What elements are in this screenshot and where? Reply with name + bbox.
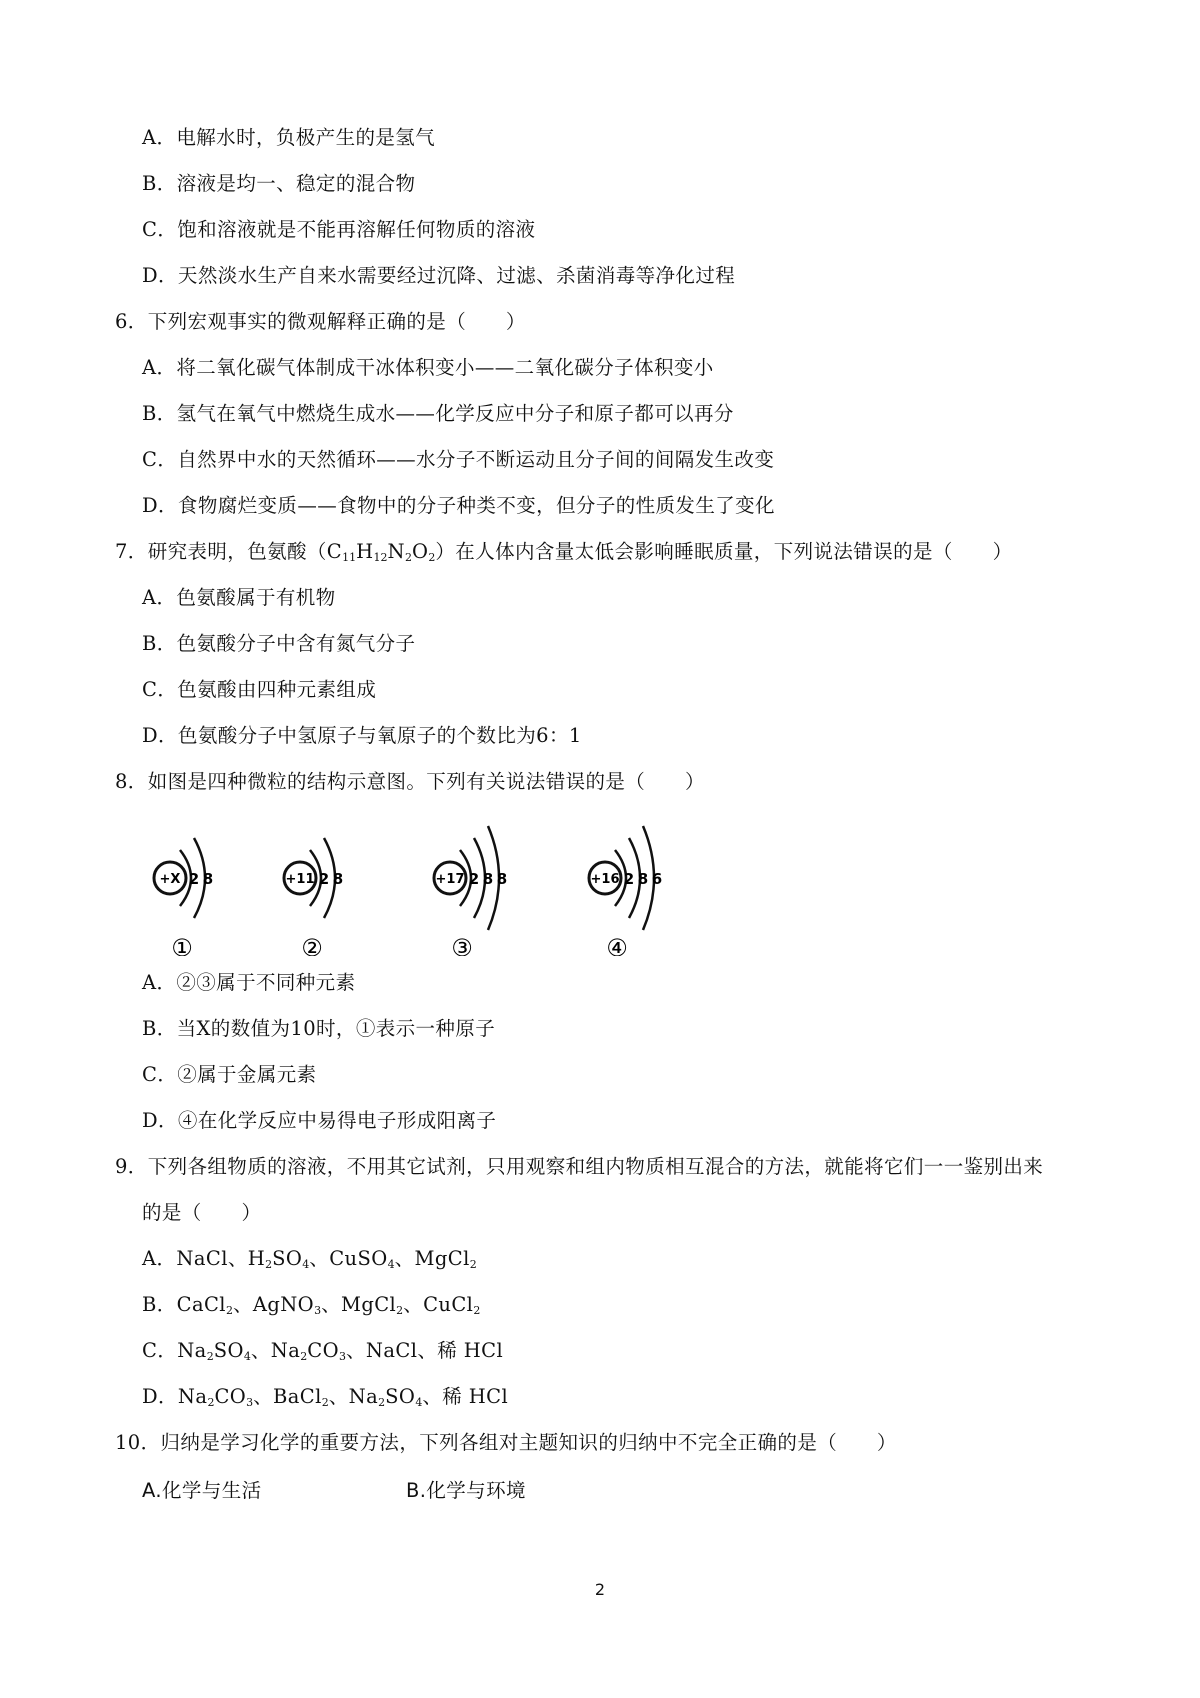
- q5-option-d: D．天然淡水生产自来水需要经过沉降、过滤、杀菌消毒等净化过程: [142, 264, 736, 287]
- q7-option-b: B．色氨酸分子中含有氮气分子: [142, 632, 416, 655]
- shell-electron-count: 8: [482, 870, 494, 888]
- q7-stem: 7．研究表明，色氨酸$(C_{11}H_{12}N_2O_2)$在人体内含量太低会影响睡眠质量，下列说法错误的是（ ）: [115, 540, 1013, 564]
- atom-structure-diagrams: [130, 806, 690, 956]
- q6-option-b: B．氢气在氧气中燃烧生成水——化学反应中分子和原子都可以再分: [142, 402, 734, 425]
- q8-stem: 8．如图是四种微粒的结构示意图。下列有关说法错误的是（ ）: [115, 770, 705, 793]
- q5-option-c: C．饱和溶液就是不能再溶解任何物质的溶液: [142, 218, 536, 241]
- q8-option-a: A．②③属于不同种元素: [142, 971, 356, 994]
- q6-option-d: D．食物腐烂变质——食物中的分子种类不变，但分子的性质发生了变化: [142, 494, 775, 517]
- q5-option-a: A．电解水时，负极产生的是氢气: [142, 126, 436, 149]
- nucleus-charge: +17: [435, 872, 465, 887]
- q7-option-c: C．色氨酸由四种元素组成: [142, 678, 377, 701]
- atom-label: ④: [606, 934, 628, 956]
- q9-option-a: A．NaCl、$H_2SO_4$、CuSO$_4$、MgCl$_2$: [142, 1247, 477, 1271]
- shell-electron-count: 2: [468, 870, 480, 888]
- q5-option-b: B．溶液是均一、稳定的混合物: [142, 172, 416, 195]
- nucleus-charge: +16: [590, 872, 620, 887]
- shell-electron-count: 2: [318, 870, 330, 888]
- atom-label: ②: [301, 934, 323, 956]
- q7-option-a: A．色氨酸属于有机物: [142, 586, 336, 609]
- shell-electron-count: 6: [651, 870, 663, 888]
- q10-col-b: B.化学与环境: [406, 1479, 526, 1502]
- page-number: 2: [594, 1580, 606, 1599]
- atom-label: ①: [171, 934, 193, 956]
- shell-electron-count: 2: [188, 870, 200, 888]
- q6-stem: 6．下列宏观事实的微观解释正确的是（ ）: [115, 310, 526, 333]
- shell-electron-count: 8: [202, 870, 214, 888]
- q7-option-d: D．色氨酸分子中氢原子与氧原子的个数比为6：1: [142, 724, 582, 747]
- q9-option-b: B．CaCl$_2$、AgNO$_3$、MgCl$_2$、CuCl$_2$: [142, 1293, 481, 1317]
- q9-stem-line2: 的是（ ）: [142, 1201, 262, 1224]
- atom-label: ③: [451, 934, 473, 956]
- nucleus-charge: +11: [285, 872, 315, 887]
- shell-electron-count: 8: [496, 870, 508, 888]
- q6-option-c: C．自然界中水的天然循环——水分子不断运动且分子间的间隔发生改变: [142, 448, 775, 471]
- nucleus-charge: +X: [159, 872, 181, 887]
- q9-option-c: C．$Na_2SO_4$、$Na_2CO_3$、NaCl、稀 HCl: [142, 1339, 504, 1363]
- q10-stem: 10．归纳是学习化学的重要方法，下列各组对主题知识的归纳中不完全正确的是（ ）: [115, 1431, 897, 1454]
- atom-diagram-4: [589, 826, 662, 956]
- q6-option-a: A．将二氧化碳气体制成干冰体积变小——二氧化碳分子体积变小: [142, 356, 714, 379]
- shell-electron-count: 2: [623, 870, 635, 888]
- q8-option-b: B．当X的数值为10时，①表示一种原子: [142, 1017, 496, 1040]
- shell-electron-count: 8: [637, 870, 649, 888]
- q10-col-a: A.化学与生活: [142, 1479, 262, 1502]
- q9-stem-line1: 9．下列各组物质的溶液，不用其它试剂，只用观察和组内物质相互混合的方法，就能将它们一一鉴别出来: [115, 1155, 1044, 1178]
- shell-electron-count: 8: [332, 870, 344, 888]
- atom-diagram-2: [284, 838, 343, 956]
- q9-option-d: D．$Na_2CO_3$、BaCl$_2$、$Na_2SO_4$、稀 HCl: [142, 1385, 509, 1409]
- q8-option-c: C．②属于金属元素: [142, 1063, 317, 1086]
- atom-diagram-1: [154, 838, 213, 956]
- atom-diagram-3: [434, 826, 507, 956]
- q8-option-d: D．④在化学反应中易得电子形成阳离子: [142, 1109, 497, 1132]
